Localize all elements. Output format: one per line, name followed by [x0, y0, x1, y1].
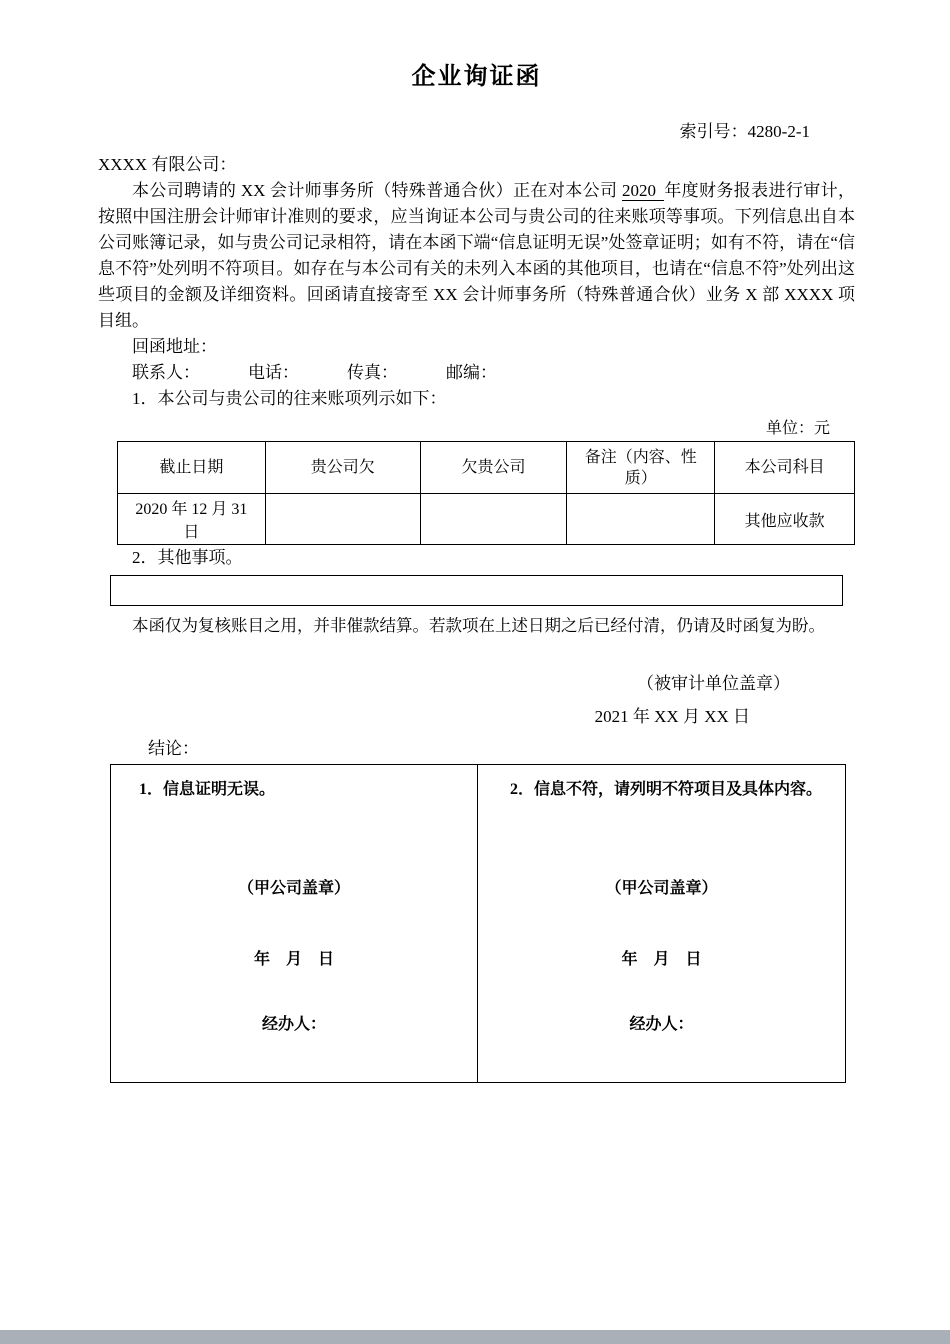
contact-line [98, 360, 855, 386]
conclusion-cell-discrepancy [478, 765, 846, 1083]
accounts-table [117, 441, 855, 545]
note-line: 本函仅为复核账目之用，并非催款结算。若款项在上述日期之后已经付清，仍请及时函复为盼。 [132, 616, 825, 635]
conclusion-table [110, 764, 846, 1083]
document-title: 企业询证函 [411, 64, 542, 90]
discrepancy-date-blanks: 年 月 日 [621, 951, 702, 968]
body-text-before-year: 本公司聘请的 XX 会计师事务所（特殊普通合伙）正在对本公司 [132, 181, 622, 200]
discrepancy-handler-label: 经办人： [629, 1016, 694, 1033]
header-cell-owed-to-you: 欠贵公司 [420, 442, 567, 494]
cell-account-subject: 其他应收款 [715, 494, 855, 545]
postcode-label: 邮编： [446, 363, 497, 382]
discrepancy-heading: 2．信息不符，请列明不符项目及具体内容。 [510, 781, 823, 798]
conclusion-label: 结论： [148, 739, 199, 758]
phone-label: 电话： [248, 363, 299, 382]
accounts-table-header-row [118, 442, 855, 494]
cell-owed-by-you [265, 494, 420, 545]
recipient-line: XXXX 有限公司： [98, 155, 237, 174]
item2-heading: 2．其他事项。 [132, 548, 243, 567]
confirmed-handler-label: 经办人： [261, 1016, 326, 1033]
other-items-blank-box [110, 575, 843, 606]
confirmed-company-stamp-label: （甲公司盖章） [237, 880, 350, 897]
contact-person-label: 联系人： [132, 363, 200, 382]
cell-remarks [567, 494, 715, 545]
confirmed-heading: 1．信息证明无误。 [139, 781, 276, 798]
cell-owed-to-you [420, 494, 567, 545]
conclusion-table-row [111, 765, 846, 1083]
cell-cutoff-date: 2020 年 12 月 31 日 [118, 494, 266, 545]
item1-heading: 1．本公司与贵公司的往来账项列示如下： [132, 389, 447, 408]
letter-date-line: 2021 年 XX 月 XX 日 [594, 707, 750, 726]
header-cell-owed-by-you: 贵公司欠 [265, 442, 420, 494]
fax-label: 传真： [347, 363, 398, 382]
header-cell-account-subject: 本公司科目 [715, 442, 855, 494]
audit-year-underlined: 2020 [622, 181, 664, 201]
confirmed-date-blanks: 年 月 日 [253, 951, 334, 968]
accounts-table-data-row [118, 494, 855, 545]
conclusion-cell-confirmed [111, 765, 478, 1083]
index-number: 索引号：4280-2-1 [679, 122, 810, 141]
body-text-after-year: 年度财务报表进行审计，按照中国注册会计师审计准则的要求，应当询证本公司与贵公司的往来账项等事项。下列信息出自本公司账簿记录，如与贵公司记录相符，请在本函下端“信息证明无误”处签章证明；如有不符，请在“信息不符”处列明不符项目。如存在与本公司有关的未列入本函的其他项目，也请在“信息不符”处列出这些项目的金额及详细资料。回函请直接寄至 XX 会计师事务所（特殊普通合伙）业务 X 部 XXXX 项目组。 [98, 181, 855, 330]
header-cell-cutoff-date: 截止日期 [118, 442, 266, 494]
body-paragraph [98, 178, 855, 334]
unit-label: 单位：元 [765, 420, 830, 437]
audited-unit-stamp-label: （被审计单位盖章） [637, 674, 790, 693]
header-cell-remarks: 备注（内容、性质） [567, 442, 715, 494]
discrepancy-company-stamp-label: （甲公司盖章） [605, 880, 718, 897]
return-address-label: 回函地址： [132, 337, 217, 356]
